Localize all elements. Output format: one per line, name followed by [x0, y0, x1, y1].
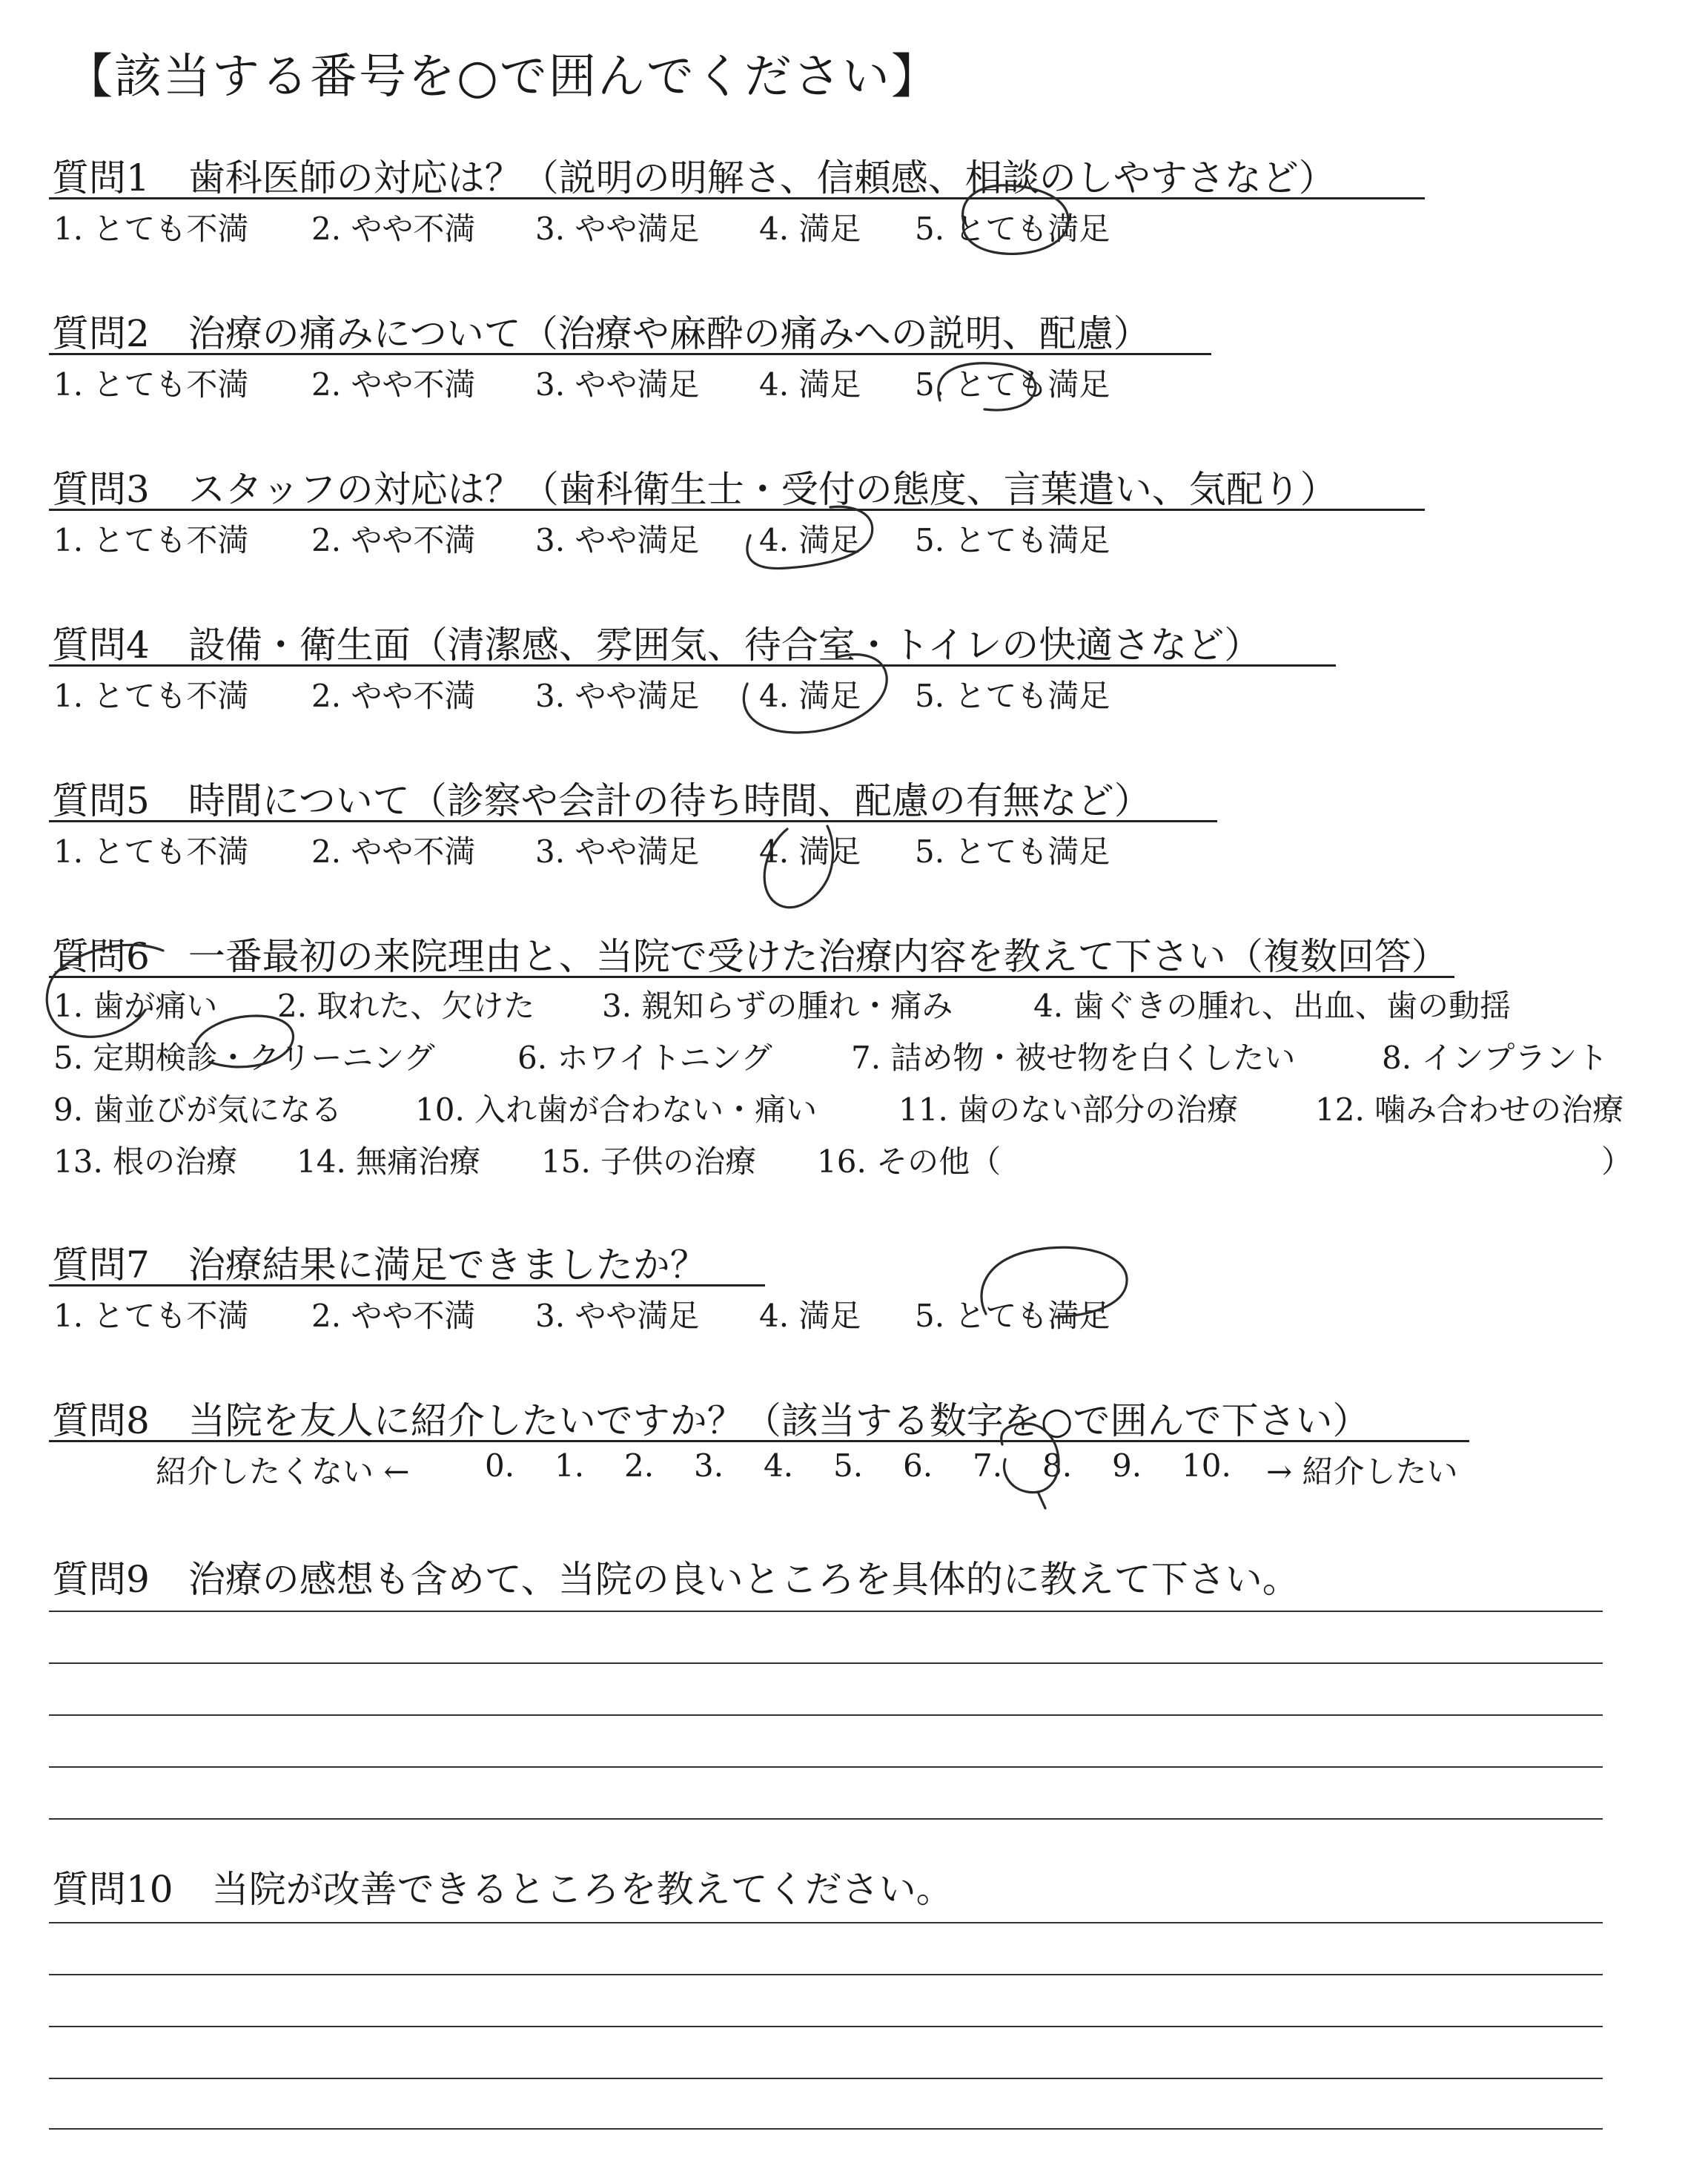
- rating-option-3[interactable]: 3. やや満足: [535, 678, 700, 714]
- rating-option-2[interactable]: 2. やや不満: [311, 1298, 476, 1334]
- answer-line[interactable]: [49, 1766, 1603, 1768]
- scale-value-0[interactable]: 0.: [485, 1447, 515, 1484]
- scale-value-4[interactable]: 4.: [764, 1447, 794, 1484]
- rating-option-4[interactable]: 4. 満足: [759, 211, 861, 247]
- question-underline: [49, 1440, 1469, 1442]
- question-number: 質問8: [52, 1399, 150, 1442]
- question-text: 歯科医師の対応は？（説明の明解さ、信頼感、相談のしやすさなど）: [188, 156, 1336, 199]
- question-5: [52, 771, 1151, 825]
- treatment-option[interactable]: 12. 噛み合わせの治療: [1315, 1091, 1624, 1128]
- treatment-option-other[interactable]: 16. その他（: [817, 1143, 1002, 1180]
- rating-option-1[interactable]: 1. とても不満: [53, 678, 249, 714]
- question-3: [52, 460, 1337, 513]
- treatment-option[interactable]: 4. 歯ぐきの腫れ、出血、歯の動揺: [1033, 988, 1511, 1024]
- rating-option-1[interactable]: 1. とても不満: [53, 833, 249, 870]
- question-9: [52, 1550, 1300, 1603]
- answer-line[interactable]: [49, 1818, 1603, 1820]
- rating-option-1[interactable]: 1. とても不満: [53, 1298, 249, 1334]
- answer-line[interactable]: [49, 2128, 1603, 2130]
- treatment-option[interactable]: 3. 親知らずの腫れ・痛み: [602, 988, 953, 1024]
- question-10: [52, 1860, 953, 1913]
- question-7: [52, 1235, 707, 1289]
- question-underline: [49, 664, 1336, 667]
- rating-option-4[interactable]: 4. 満足: [759, 678, 861, 714]
- question-text: 治療の感想も含めて、当院の良いところを具体的に教えて下さい。: [188, 1558, 1300, 1601]
- treatment-option[interactable]: 2. 取れた、欠けた: [277, 988, 535, 1024]
- rating-option-3[interactable]: 3. やや満足: [535, 522, 700, 558]
- other-close-paren: ）: [1601, 1143, 1633, 1180]
- scale-value-1[interactable]: 1.: [555, 1447, 585, 1484]
- treatment-option[interactable]: 7. 詰め物・被せ物を白くしたい: [851, 1040, 1296, 1076]
- question-underline: [49, 976, 1454, 978]
- question-text: スタッフの対応は？（歯科衛生士・受付の態度、言葉遣い、気配り）: [188, 468, 1337, 511]
- question-number: 質問1: [52, 156, 150, 199]
- treatment-option[interactable]: 1. 歯が痛い: [53, 988, 218, 1024]
- rating-option-2[interactable]: 2. やや不満: [311, 366, 476, 403]
- scale-value-5[interactable]: 5.: [833, 1447, 864, 1484]
- treatment-option[interactable]: 15. 子供の治療: [541, 1143, 757, 1180]
- question-number: 質問10: [52, 1868, 173, 1911]
- scale-left-label: 紹介したくない ←: [156, 1453, 410, 1490]
- question-number: 質問9: [52, 1558, 150, 1601]
- treatment-option[interactable]: 14. 無痛治療: [297, 1143, 481, 1180]
- question-text: 一番最初の来院理由と、当院で受けた治療内容を教えて下さい（複数回答）: [188, 935, 1449, 978]
- question-text: 治療の痛みについて（治療や麻酔の痛みへの説明、配慮）: [188, 312, 1151, 355]
- rating-option-2[interactable]: 2. やや不満: [311, 522, 476, 558]
- treatment-option[interactable]: 5. 定期検診・クリーニング: [53, 1040, 435, 1076]
- answer-line[interactable]: [49, 1662, 1603, 1664]
- rating-option-3[interactable]: 3. やや満足: [535, 366, 700, 403]
- treatment-option[interactable]: 13. 根の治療: [53, 1143, 238, 1180]
- rating-option-4[interactable]: 4. 満足: [759, 833, 861, 870]
- rating-option-5[interactable]: 5. とても満足: [915, 211, 1110, 247]
- rating-option-1[interactable]: 1. とても不満: [53, 522, 249, 558]
- scale-value-7[interactable]: 7.: [973, 1447, 1003, 1484]
- rating-option-1[interactable]: 1. とても不満: [53, 211, 249, 247]
- circle-mark-q8-tail: [1038, 1492, 1045, 1508]
- answer-line[interactable]: [49, 1714, 1603, 1716]
- question-number: 質問5: [52, 779, 150, 822]
- question-number: 質問6: [52, 935, 150, 978]
- rating-option-2[interactable]: 2. やや不満: [311, 211, 476, 247]
- scale-value-9[interactable]: 9.: [1112, 1447, 1142, 1484]
- rating-option-3[interactable]: 3. やや満足: [535, 1298, 700, 1334]
- scale-value-8[interactable]: 8.: [1042, 1447, 1073, 1484]
- question-text: 設備・衛生面（清潔感、雰囲気、待合室・トイレの快適さなど）: [188, 624, 1262, 667]
- scale-right-label: → 紹介したい: [1266, 1453, 1458, 1490]
- rating-option-4[interactable]: 4. 満足: [759, 522, 861, 558]
- question-1: [52, 148, 1336, 202]
- question-underline: [49, 197, 1425, 199]
- rating-option-2[interactable]: 2. やや不満: [311, 833, 476, 870]
- answer-line[interactable]: [49, 2026, 1603, 2027]
- question-6: [52, 927, 1449, 980]
- question-underline: [49, 509, 1425, 511]
- rating-option-5[interactable]: 5. とても満足: [915, 833, 1110, 870]
- question-underline: [49, 1284, 765, 1287]
- answer-line[interactable]: [49, 1611, 1603, 1612]
- answer-line[interactable]: [49, 1922, 1603, 1923]
- question-number: 質問2: [52, 312, 150, 355]
- rating-option-5[interactable]: 5. とても満足: [915, 678, 1110, 714]
- question-number: 質問7: [52, 1244, 150, 1287]
- question-underline: [49, 353, 1211, 355]
- question-number: 質問4: [52, 624, 150, 667]
- question-text: 当院が改善できるところを教えてください。: [211, 1868, 953, 1911]
- question-text: 治療結果に満足できましたか？: [188, 1244, 707, 1287]
- rating-option-4[interactable]: 4. 満足: [759, 366, 861, 403]
- question-8: [52, 1391, 1369, 1444]
- rating-option-2[interactable]: 2. やや不満: [311, 678, 476, 714]
- rating-option-3[interactable]: 3. やや満足: [535, 833, 700, 870]
- answer-line[interactable]: [49, 1974, 1603, 1975]
- rating-option-1[interactable]: 1. とても不満: [53, 366, 249, 403]
- question-text: 時間について（診察や会計の待ち時間、配慮の有無など）: [188, 779, 1151, 822]
- question-text: 当院を友人に紹介したいですか？（該当する数字を○で囲んで下さい）: [188, 1399, 1370, 1442]
- treatment-option[interactable]: 11. 歯のない部分の治療: [898, 1091, 1239, 1128]
- question-2: [52, 304, 1151, 357]
- scale-value-3[interactable]: 3.: [694, 1447, 724, 1484]
- rating-option-5[interactable]: 5. とても満足: [915, 1298, 1110, 1334]
- rating-option-3[interactable]: 3. やや満足: [535, 211, 700, 247]
- treatment-option[interactable]: 9. 歯並びが気になる: [53, 1091, 342, 1128]
- answer-line[interactable]: [49, 2078, 1603, 2079]
- rating-option-5[interactable]: 5. とても満足: [915, 522, 1110, 558]
- scale-value-10[interactable]: 10.: [1182, 1447, 1231, 1484]
- question-number: 質問3: [52, 468, 150, 511]
- treatment-option[interactable]: 6. ホワイトニング: [517, 1040, 772, 1076]
- question-4: [52, 615, 1261, 669]
- treatment-option[interactable]: 8. インプラント: [1382, 1040, 1609, 1076]
- question-underline: [49, 820, 1217, 822]
- treatment-option[interactable]: 10. 入れ歯が合わない・痛い: [415, 1091, 818, 1128]
- scale-value-2[interactable]: 2.: [624, 1447, 655, 1484]
- scale-value-6[interactable]: 6.: [903, 1447, 933, 1484]
- page-title: 【該当する番号を○で囲んでください】: [65, 50, 940, 105]
- rating-option-4[interactable]: 4. 満足: [759, 1298, 861, 1334]
- rating-option-5[interactable]: 5. とても満足: [915, 366, 1110, 403]
